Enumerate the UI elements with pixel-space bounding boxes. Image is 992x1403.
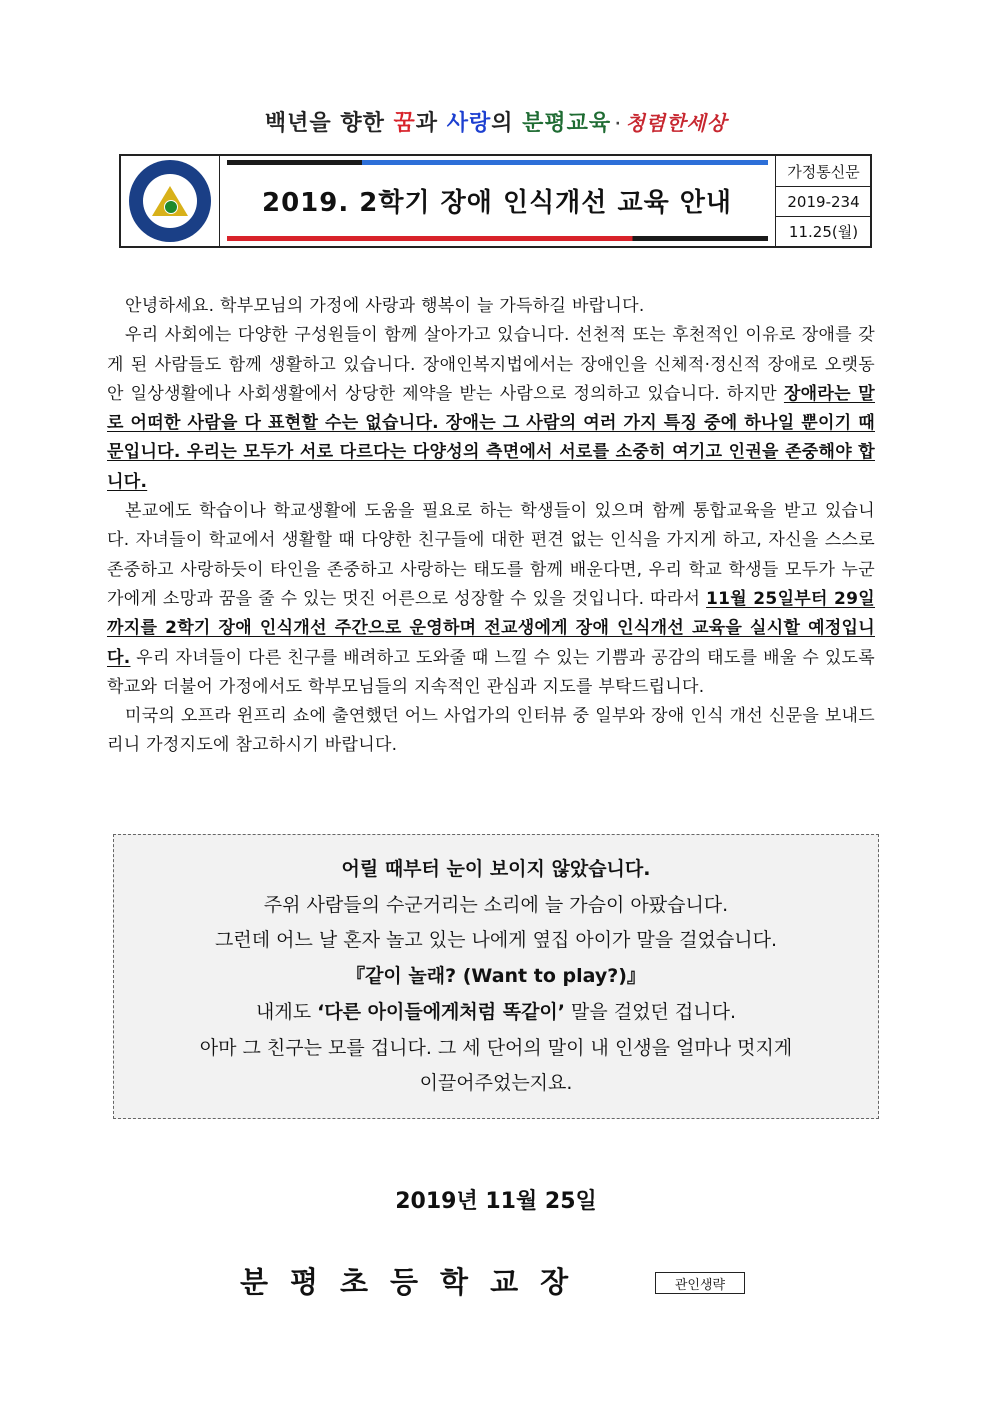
quote-box [113,834,879,1119]
page-title: 2019. 2학기 장애 인식개선 교육 안내 [262,188,732,218]
slogan-part7: 청렴한세상 [625,111,728,135]
meta-cell [775,156,871,246]
paragraph-school-text: 본교에도 학습이나 학교생활에 도움을 필요로 하는 학생들이 있으며 함께 통합교육을 받고 있습니다. 자녀들이 학교에서 생활할 때 다양한 친구들에 대한 편견 없는 인식을 가지게 하고, 자신을 스스로 존중하고 사랑하듯이 타인을 존중하고 사랑하는 태도를 함께 배운다면, 우리 학교 학생들 모두가 누군가에게 소망과 꿈을 줄 수 있는 멋진 어른으로 성장할 수 있을 것입니다. 따라서 [107,501,875,609]
paragraph-school [107,497,875,702]
slogan-part5: 의 [491,111,523,136]
paragraph-school-text-end: 우리 자녀들이 다른 친구를 배려하고 도와줄 때 느낄 수 있는 기쁨과 공감의 태도를 배울 수 있도록 학교와 더불어 가정에서도 학부모님들의 지속적인 관심과 지도를 부탁드립니다. [107,647,875,697]
slogan-part2: 꿈 [393,111,416,136]
slogan [0,106,992,137]
logo-cell [121,156,220,246]
meta-date: 11.25(월) [776,216,871,246]
quote-line-1: 어릴 때부터 눈이 보이지 않았습니다. [341,858,651,880]
header-box [119,154,872,248]
slogan-part6: 분평교육 [522,111,612,136]
meta-number: 2019-234 [776,186,871,216]
quote-line-4: 『같이 놀래? (Want to play?)』 [346,965,646,988]
paragraph-greeting: 안녕하세요. 학부모님의 가정에 사랑과 행복이 늘 가득하길 바랍니다. [125,296,645,316]
title-cell [221,156,773,246]
principal-signature: 분평초등학교장 [240,1265,591,1299]
quote-line-5 [114,995,878,1031]
title-bar-bottom [227,236,768,241]
school-logo-icon [129,160,211,242]
paragraph-closing: 미국의 오프라 윈프리 쇼에 출연했던 어느 사업가의 인터뷰 중 일부와 장애 인식 개선 신문을 보내드리니 가정지도에 참고하시기 바랍니다. [107,706,875,756]
body-text [107,292,875,761]
quote-line-2: 주위 사람들의 수군거리는 소리에 늘 가슴이 아팠습니다. [263,893,729,916]
slogan-part4: 사랑 [446,111,492,136]
slogan-dot: · [615,116,622,132]
issue-date: 2019년 11월 25일 [395,1189,597,1214]
logo-gem-icon [164,200,178,214]
quote-line-6: 아마 그 친구는 모를 겁니다. 그 세 단어의 말이 내 인생을 얼마나 멋지게 [199,1036,793,1059]
quote-line-5a: 내게도 [255,1000,318,1023]
quote-line-3: 그런데 어느 날 혼자 놀고 있는 나에게 옆집 아이가 말을 걸었습니다. [215,929,777,952]
quote-line-7: 이끌어주었는지요. [419,1072,573,1095]
paragraph-society-text: 우리 사회에는 다양한 구성원들이 함께 살아가고 있습니다. 선천적 또는 후천적인 이유로 장애를 갖게 된 사람들도 함께 생활하고 있습니다. 장애인복지법에서는 장애인을 신체적·정신적 장애로 오랫동안 일상생활에나 사회생활에서 상당한 제약을 받는 사람으로 정의하고 있습니다. 하지만 [107,325,875,404]
meta-type: 가정통신문 [787,162,860,181]
seal-omitted-box: 관인생략 [655,1272,745,1294]
paragraph-society [107,321,875,497]
quote-line-5c: 말을 걸었던 겁니다. [565,1000,737,1023]
slogan-part1: 백년을 향한 [264,111,394,136]
title-bar-top [227,160,768,165]
quote-line-5b: ‘다른 아이들에게처럼 똑같이’ [317,1000,566,1023]
slogan-part3: 과 [415,111,447,136]
paragraph-society-underline: 장애라는 말로 어떠한 사람을 다 표현할 수는 없습니다. 장애는 그 사람의 여러 가지 특징 중에 하나일 뿐이기 때문입니다. 우리는 모두가 서로 다르다는 다양성의 측면에서 서로를 소중히 여기고 인권을 존중해야 합니다. [107,383,875,492]
paragraph-school-underline: 11월 25일부터 29일까지를 2학기 장애 인식개선 주간으로 운영하며 전교생에게 장애 인식개선 교육을 실시할 예정입니다. [107,588,875,668]
